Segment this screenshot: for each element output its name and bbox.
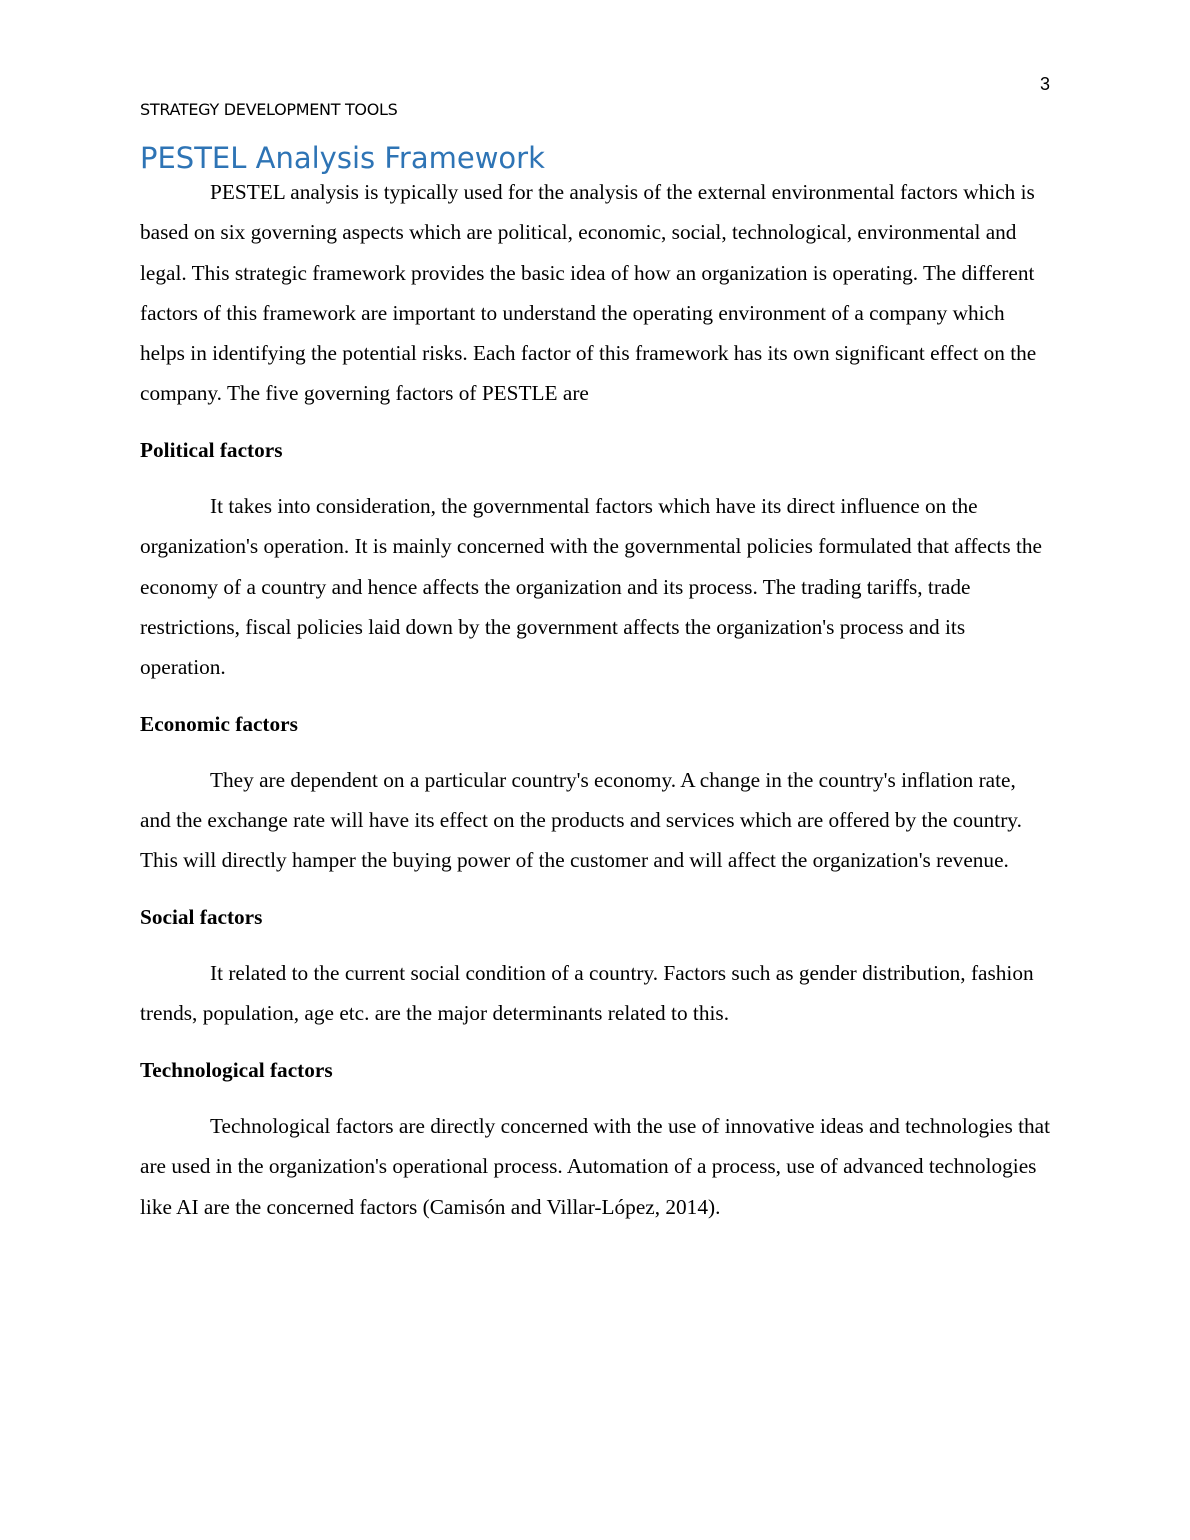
technological-paragraph: Technological factors are directly concerned with the use of innovative ideas and technologies that are used in the organization's operational process. Automation of a process, use of advanced technologies like AI are the concerned factors (Camisón and Villar-López, 2014). [140,1113,1051,1219]
economic-heading: Economic factors [140,711,298,736]
political-heading: Political factors [140,437,283,462]
page-number: 3 [1039,74,1050,94]
political-paragraph: It takes into consideration, the governmental factors which have its direct influence on the organization's operation. It is mainly concerned with the governmental policies formulated that affects the economy of a country and hence affects the organization and its process. The trading tariffs, trade restrictions, fiscal policies laid down by the government affects the organization's process and its operation. [140,494,1042,680]
social-paragraph: It related to the current social condition of a country. Factors such as gender distribution, fashion trends, population, age etc. are the major determinants related to this. [140,961,1034,1026]
running-head: STRATEGY DEVELOPMENT TOOLS [140,100,398,119]
document-title: PESTEL Analysis Framework [140,141,545,175]
intro-paragraph: PESTEL analysis is typically used for the analysis of the external environmental factors which is based on six governing aspects which are political, economic, social, technological, environmental and legal. This strategic framework provides the basic idea of how an organization is operating. The different factors of this framework are important to understand the operating environment of a company which helps in identifying the potential risks. Each factor of this framework has its own significant effect on the company. The five governing factors of PESTLE are [140,180,1037,406]
technological-heading: Technological factors [140,1057,333,1082]
document-body [140,172,1050,1227]
economic-paragraph: They are dependent on a particular country's economy. A change in the country's inflation rate, and the exchange rate will have its effect on the products and services which are offered by the country. This will directly hamper the buying power of the customer and will affect the organization's revenue. [140,767,1022,873]
social-heading: Social factors [140,904,263,929]
